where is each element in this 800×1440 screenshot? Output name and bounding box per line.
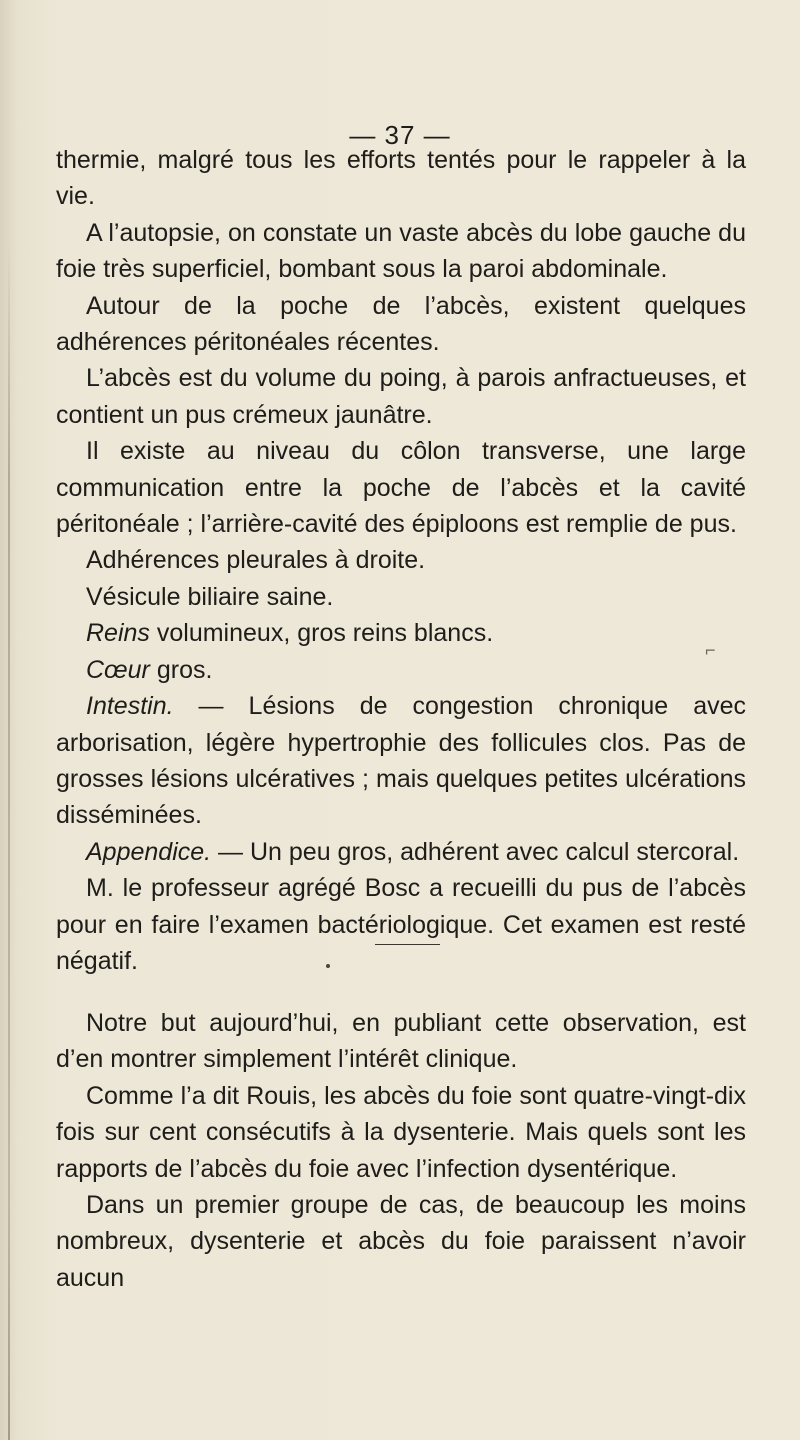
- paragraph-vesicule: Vésicule biliaire saine.: [86, 582, 334, 611]
- text-intestin: — Lésions de congestion chronique avec arborisation, légère hypertrophie des follicules clos. Pas de grosses lésions ulcératives ; mais quelques petites ulcérations disséminées.: [56, 692, 746, 830]
- heading-coeur: Cœur: [86, 655, 150, 684]
- text-coeur: gros.: [149, 655, 213, 684]
- paragraph-coeur: [56, 652, 746, 688]
- binding-shadow: [8, 240, 10, 1440]
- heading-reins: Reins: [86, 619, 150, 648]
- observation-text: [56, 142, 746, 979]
- paragraph-bosc: M. le professeur agrégé Bosc a recueilli du pus de l’abcès pour en faire l’examen bactériologique. Cet examen est resté négatif.: [56, 874, 746, 975]
- heading-intestin: Intestin.: [86, 692, 174, 721]
- paragraph-adherences: Autour de la poche de l’abcès, existent quelques adhérences péritonéales récentes.: [56, 291, 746, 357]
- paragraph-reins: [56, 615, 746, 651]
- margin-mark: ⌐: [705, 640, 716, 660]
- paragraph-autopsie: A l’autopsie, on constate un vaste abcès du lobe gauche du foie très superficiel, bombant sous la paroi abdominale.: [56, 218, 746, 284]
- paragraph-colon: Il existe au niveau du côlon transverse, une large communication entre la poche de l’abcès et la cavité péritonéale ; l’arrière-cavité des épiploons est remplie de pus.: [56, 437, 746, 539]
- text-appendice: — Un peu gros, adhérent avec calcul stercoral.: [211, 837, 740, 866]
- text-reins: volumineux, gros reins blancs.: [149, 619, 494, 648]
- print-speck: [326, 964, 330, 968]
- paragraph-appendice: [56, 834, 746, 870]
- paragraph-volume: L’abcès est du volume du poing, à parois anfractueuses, et contient un pus crémeux jaunâtre.: [56, 364, 746, 429]
- paragraph-continuation: thermie, malgré tous les efforts tentés pour le rappeler à la vie.: [56, 146, 746, 211]
- section-separator: [375, 944, 440, 945]
- paragraph-intestin: [56, 688, 746, 834]
- paragraph-notre-but: Notre but aujourd’hui, en publiant cette observation, est d’en montrer simplement l’intérêt clinique.: [56, 1009, 746, 1074]
- paragraph-pleurales: Adhérences pleurales à droite.: [86, 546, 426, 575]
- page-number: — 37 —: [349, 120, 451, 150]
- paragraph-rouis: Comme l’a dit Rouis, les abcès du foie sont quatre-vingt-dix fois sur cent consécutifs à la dysenterie. Mais quels sont les rapports de l’abcès du foie avec l’infection dysentérique.: [56, 1081, 746, 1183]
- heading-appendice: Appendice.: [86, 837, 212, 866]
- paragraph-premier-groupe: Dans un premier groupe de cas, de beaucoup les moins nombreux, dysenterie et abcès du foie paraissent n’avoir aucun: [56, 1191, 746, 1292]
- commentary-text: [56, 1005, 746, 1296]
